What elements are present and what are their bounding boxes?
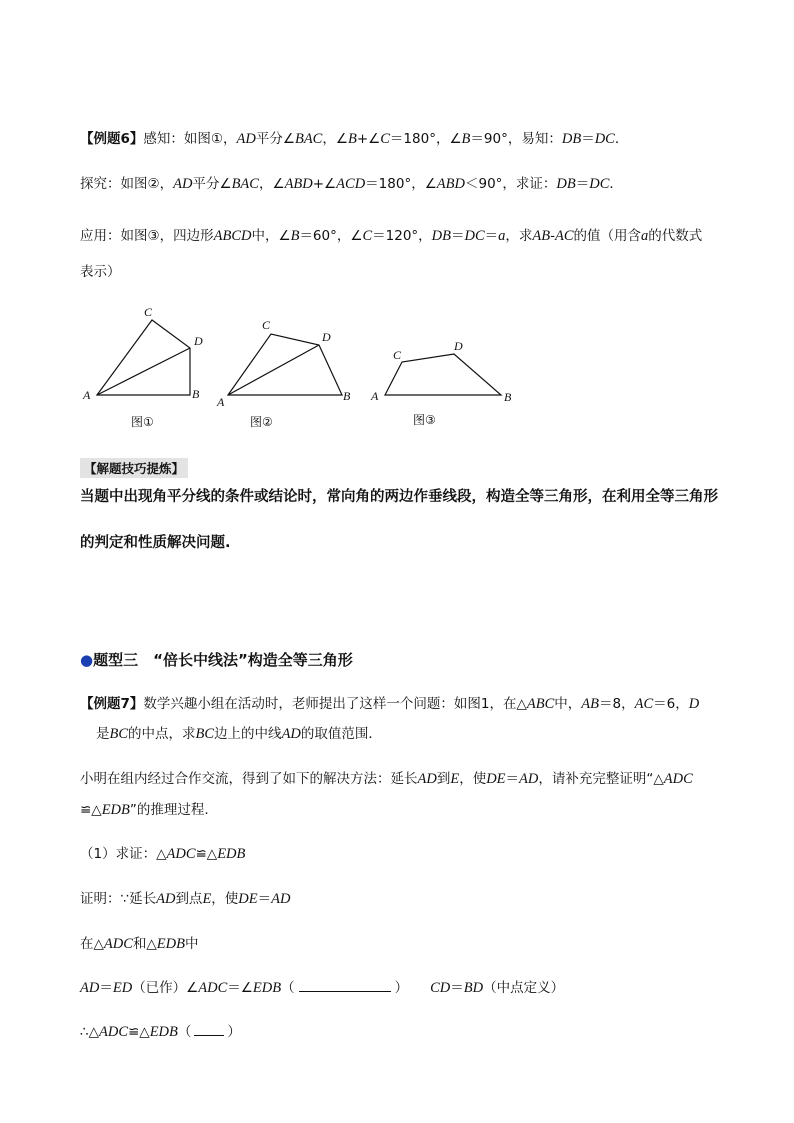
tips-line1: 当题中出现角平分线的条件或结论时，常向角的两边作垂线段，构造全等三角形，在利用全等三角形 — [80, 489, 718, 505]
example6-line4: 表示） — [80, 264, 121, 280]
answer-blank-2[interactable] — [194, 1023, 224, 1036]
bullet-icon: ● — [80, 651, 94, 669]
figure-1-triangle — [97, 320, 190, 395]
figure-3-label-b: B — [504, 390, 512, 404]
example7-proof-line2: 在△ADC和△EDB中 — [80, 936, 199, 952]
example7-line4: ≌△EDB”的推理过程. — [80, 802, 209, 818]
figure-2-caption: 图② — [250, 415, 273, 429]
figure-2-bisector — [228, 345, 319, 395]
example6-tag: 【例题6】 — [80, 131, 144, 147]
figure-1-label-d: D — [194, 334, 203, 348]
figure-1-label-a: A — [83, 388, 91, 402]
example7-line2: 是BC的中点，求BC边上的中线AD的取值范围． — [96, 726, 382, 742]
example6-line3: 应用：如图③，四边形ABCD中，∠B＝60°，∠C＝120°，DB＝DC＝a，求AB-AC的值（用含a的代数式 — [80, 228, 703, 244]
figure-3-label-c: C — [393, 348, 402, 362]
example7-proof-line4: ∴△ADC≌△EDB（ ） — [80, 1024, 241, 1040]
figure-2-label-d: D — [322, 330, 331, 344]
figure-1-caption: 图① — [131, 415, 154, 429]
example7-proof-line1: 证明：∵延长AD到点E，使DE＝AD — [80, 891, 291, 907]
figure-2-label-b: B — [343, 389, 351, 403]
figure-2-label-c: C — [262, 318, 271, 332]
figures — [0, 0, 794, 440]
tips-line2: 的判定和性质解决问题. — [80, 535, 231, 551]
figure-1-label-c: C — [144, 305, 153, 319]
example6-line1: 【例题6】感知：如图①，AD平分∠BAC，∠B+∠C＝180°，∠B＝90°，易知：DB＝DC． — [80, 131, 629, 147]
figure-1-bisector — [97, 348, 190, 395]
example6-line2: 探究：如图②，AD平分∠BAC，∠ABD+∠ACD＝180°，∠ABD＜90°，求证：DB＝DC． — [80, 176, 623, 192]
example7-line1: 【例题7】数学兴趣小组在活动时，老师提出了这样一个问题：如图1，在△ABC中，AB＝8，AC＝6，D — [80, 696, 700, 712]
figure-2-label-a: A — [217, 395, 225, 409]
example7-proof-line3: AD＝ED（已作）∠ADC＝∠EDB（ ） CD＝BD（中点定义） — [80, 980, 565, 996]
figure-2 — [216, 318, 351, 429]
tips-heading: 【解题技巧提炼】 — [80, 458, 188, 478]
figure-3-caption: 图③ — [413, 413, 436, 427]
example7-tag: 【例题7】 — [80, 696, 144, 712]
figure-1 — [82, 305, 203, 429]
figure-1-label-b: B — [192, 387, 200, 401]
example7-question1: （1）求证：△ADC≌△EDB — [80, 846, 246, 862]
figure-3-label-a: A — [371, 389, 379, 403]
figure-3 — [370, 339, 512, 427]
figure-3-quad — [385, 354, 501, 395]
answer-blank-1[interactable] — [299, 979, 391, 992]
example7-line3: 小明在组内经过合作交流，得到了如下的解决方法：延长AD到E，使DE＝AD，请补充完整证明“△ADC — [80, 771, 693, 787]
section-title: ●题型三 “倍长中线法”构造全等三角形 — [80, 651, 353, 669]
figure-3-label-d: D — [454, 339, 463, 353]
